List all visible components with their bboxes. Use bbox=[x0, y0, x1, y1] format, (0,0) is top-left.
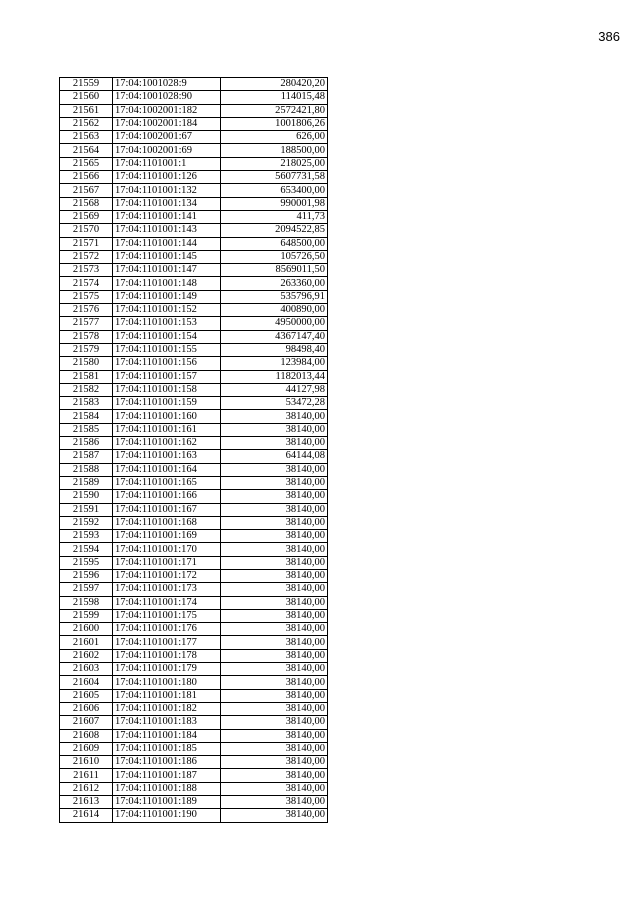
cadastral-number-cell: 17:04:1101001:184 bbox=[113, 729, 221, 742]
cadastral-number-cell: 17:04:1101001:156 bbox=[113, 357, 221, 370]
table-row bbox=[60, 623, 328, 636]
value-cell: 648500,00 bbox=[221, 237, 328, 250]
row-number-cell: 21614 bbox=[60, 809, 113, 822]
cadastral-number-cell: 17:04:1101001:165 bbox=[113, 476, 221, 489]
row-number-cell: 21580 bbox=[60, 357, 113, 370]
cadastral-number-cell: 17:04:1101001:154 bbox=[113, 330, 221, 343]
table-row bbox=[60, 490, 328, 503]
row-number-cell: 21584 bbox=[60, 410, 113, 423]
row-number-cell: 21603 bbox=[60, 663, 113, 676]
table-row bbox=[60, 503, 328, 516]
value-cell: 38140,00 bbox=[221, 649, 328, 662]
row-number-cell: 21585 bbox=[60, 423, 113, 436]
cadastral-number-cell: 17:04:1101001:134 bbox=[113, 197, 221, 210]
cadastral-number-cell: 17:04:1101001:181 bbox=[113, 689, 221, 702]
table-row bbox=[60, 530, 328, 543]
cadastral-number-cell: 17:04:1101001:178 bbox=[113, 649, 221, 662]
table-body bbox=[60, 78, 328, 823]
value-cell: 38140,00 bbox=[221, 769, 328, 782]
row-number-cell: 21582 bbox=[60, 383, 113, 396]
table-row bbox=[60, 330, 328, 343]
table-row bbox=[60, 197, 328, 210]
row-number-cell: 21602 bbox=[60, 649, 113, 662]
row-number-cell: 21590 bbox=[60, 490, 113, 503]
row-number-cell: 21561 bbox=[60, 104, 113, 117]
value-cell: 38140,00 bbox=[221, 569, 328, 582]
value-cell: 188500,00 bbox=[221, 144, 328, 157]
table-row bbox=[60, 769, 328, 782]
value-cell: 38140,00 bbox=[221, 490, 328, 503]
value-cell: 38140,00 bbox=[221, 543, 328, 556]
cadastral-number-cell: 17:04:1101001:132 bbox=[113, 184, 221, 197]
value-cell: 4950000,00 bbox=[221, 317, 328, 330]
cadastral-number-cell: 17:04:1101001:172 bbox=[113, 569, 221, 582]
row-number-cell: 21576 bbox=[60, 304, 113, 317]
row-number-cell: 21581 bbox=[60, 370, 113, 383]
cadastral-number-cell: 17:04:1001028:90 bbox=[113, 91, 221, 104]
cadastral-number-cell: 17:04:1101001:153 bbox=[113, 317, 221, 330]
value-cell: 38140,00 bbox=[221, 423, 328, 436]
row-number-cell: 21565 bbox=[60, 157, 113, 170]
value-cell: 626,00 bbox=[221, 131, 328, 144]
table-row bbox=[60, 716, 328, 729]
cadastral-number-cell: 17:04:1101001:162 bbox=[113, 437, 221, 450]
table-row bbox=[60, 583, 328, 596]
table-row bbox=[60, 237, 328, 250]
table-row bbox=[60, 91, 328, 104]
cadastral-number-cell: 17:04:1002001:184 bbox=[113, 117, 221, 130]
row-number-cell: 21583 bbox=[60, 397, 113, 410]
value-cell: 38140,00 bbox=[221, 556, 328, 569]
cadastral-number-cell: 17:04:1101001:157 bbox=[113, 370, 221, 383]
value-cell: 38140,00 bbox=[221, 463, 328, 476]
value-cell: 114015,48 bbox=[221, 91, 328, 104]
value-cell: 400890,00 bbox=[221, 304, 328, 317]
value-cell: 105726,50 bbox=[221, 250, 328, 263]
table-row bbox=[60, 782, 328, 795]
table-row bbox=[60, 357, 328, 370]
value-cell: 38140,00 bbox=[221, 796, 328, 809]
cadastral-number-cell: 17:04:1101001:175 bbox=[113, 609, 221, 622]
cadastral-number-cell: 17:04:1101001:167 bbox=[113, 503, 221, 516]
cadastral-number-cell: 17:04:1101001:183 bbox=[113, 716, 221, 729]
table-row bbox=[60, 157, 328, 170]
row-number-cell: 21572 bbox=[60, 250, 113, 263]
row-number-cell: 21596 bbox=[60, 569, 113, 582]
table-row bbox=[60, 184, 328, 197]
row-number-cell: 21578 bbox=[60, 330, 113, 343]
value-cell: 53472,28 bbox=[221, 397, 328, 410]
row-number-cell: 21591 bbox=[60, 503, 113, 516]
value-cell: 38140,00 bbox=[221, 530, 328, 543]
value-cell: 38140,00 bbox=[221, 689, 328, 702]
value-cell: 38140,00 bbox=[221, 782, 328, 795]
table-row bbox=[60, 370, 328, 383]
row-number-cell: 21566 bbox=[60, 171, 113, 184]
row-number-cell: 21571 bbox=[60, 237, 113, 250]
table-row bbox=[60, 543, 328, 556]
value-cell: 535796,91 bbox=[221, 290, 328, 303]
page-number: 386 bbox=[598, 29, 620, 44]
value-cell: 38140,00 bbox=[221, 663, 328, 676]
value-cell: 98498,40 bbox=[221, 343, 328, 356]
cadastral-number-cell: 17:04:1002001:69 bbox=[113, 144, 221, 157]
value-cell: 38140,00 bbox=[221, 676, 328, 689]
value-cell: 38140,00 bbox=[221, 636, 328, 649]
table-row bbox=[60, 463, 328, 476]
row-number-cell: 21593 bbox=[60, 530, 113, 543]
row-number-cell: 21606 bbox=[60, 702, 113, 715]
cadastral-number-cell: 17:04:1101001:163 bbox=[113, 450, 221, 463]
value-cell: 263360,00 bbox=[221, 277, 328, 290]
table-row bbox=[60, 702, 328, 715]
table-row bbox=[60, 569, 328, 582]
table-row bbox=[60, 663, 328, 676]
row-number-cell: 21570 bbox=[60, 224, 113, 237]
table-row bbox=[60, 317, 328, 330]
value-cell: 38140,00 bbox=[221, 809, 328, 822]
row-number-cell: 21564 bbox=[60, 144, 113, 157]
cadastral-number-cell: 17:04:1101001:164 bbox=[113, 463, 221, 476]
value-cell: 2572421,80 bbox=[221, 104, 328, 117]
table-row bbox=[60, 383, 328, 396]
value-cell: 38140,00 bbox=[221, 609, 328, 622]
cadastral-number-cell: 17:04:1101001:173 bbox=[113, 583, 221, 596]
table-row bbox=[60, 290, 328, 303]
row-number-cell: 21612 bbox=[60, 782, 113, 795]
table-row bbox=[60, 117, 328, 130]
row-number-cell: 21567 bbox=[60, 184, 113, 197]
cadastral-number-cell: 17:04:1002001:182 bbox=[113, 104, 221, 117]
value-cell: 1001806,26 bbox=[221, 117, 328, 130]
value-cell: 38140,00 bbox=[221, 596, 328, 609]
row-number-cell: 21597 bbox=[60, 583, 113, 596]
row-number-cell: 21605 bbox=[60, 689, 113, 702]
value-cell: 38140,00 bbox=[221, 716, 328, 729]
cadastral-number-cell: 17:04:1101001:185 bbox=[113, 742, 221, 755]
row-number-cell: 21577 bbox=[60, 317, 113, 330]
value-cell: 38140,00 bbox=[221, 437, 328, 450]
cadastral-number-cell: 17:04:1101001:161 bbox=[113, 423, 221, 436]
table-row bbox=[60, 809, 328, 822]
cadastral-number-cell: 17:04:1101001:144 bbox=[113, 237, 221, 250]
row-number-cell: 21600 bbox=[60, 623, 113, 636]
row-number-cell: 21573 bbox=[60, 264, 113, 277]
table-row bbox=[60, 437, 328, 450]
table-row bbox=[60, 277, 328, 290]
value-cell: 38140,00 bbox=[221, 476, 328, 489]
value-cell: 38140,00 bbox=[221, 729, 328, 742]
row-number-cell: 21574 bbox=[60, 277, 113, 290]
table-row bbox=[60, 423, 328, 436]
table-row bbox=[60, 410, 328, 423]
table-row bbox=[60, 78, 328, 91]
table-row bbox=[60, 450, 328, 463]
table-row bbox=[60, 144, 328, 157]
table-row bbox=[60, 636, 328, 649]
cadastral-number-cell: 17:04:1101001:166 bbox=[113, 490, 221, 503]
table-row bbox=[60, 516, 328, 529]
value-cell: 38140,00 bbox=[221, 756, 328, 769]
table-row bbox=[60, 171, 328, 184]
cadastral-number-cell: 17:04:1101001:180 bbox=[113, 676, 221, 689]
row-number-cell: 21589 bbox=[60, 476, 113, 489]
value-cell: 38140,00 bbox=[221, 742, 328, 755]
cadastral-number-cell: 17:04:1101001:189 bbox=[113, 796, 221, 809]
row-number-cell: 21588 bbox=[60, 463, 113, 476]
cadastral-number-cell: 17:04:1101001:187 bbox=[113, 769, 221, 782]
value-cell: 411,73 bbox=[221, 210, 328, 223]
value-cell: 64144,08 bbox=[221, 450, 328, 463]
table-row bbox=[60, 556, 328, 569]
cadastral-number-cell: 17:04:1101001:190 bbox=[113, 809, 221, 822]
table-row bbox=[60, 796, 328, 809]
row-number-cell: 21579 bbox=[60, 343, 113, 356]
cadastral-number-cell: 17:04:1101001:171 bbox=[113, 556, 221, 569]
table-row bbox=[60, 756, 328, 769]
value-cell: 2094522,85 bbox=[221, 224, 328, 237]
value-cell: 5607731,58 bbox=[221, 171, 328, 184]
row-number-cell: 21595 bbox=[60, 556, 113, 569]
row-number-cell: 21599 bbox=[60, 609, 113, 622]
row-number-cell: 21607 bbox=[60, 716, 113, 729]
value-cell: 44127,98 bbox=[221, 383, 328, 396]
row-number-cell: 21562 bbox=[60, 117, 113, 130]
cadastral-number-cell: 17:04:1101001:188 bbox=[113, 782, 221, 795]
row-number-cell: 21598 bbox=[60, 596, 113, 609]
table-row bbox=[60, 649, 328, 662]
cadastral-number-cell: 17:04:1002001:67 bbox=[113, 131, 221, 144]
cadastral-number-cell: 17:04:1101001:152 bbox=[113, 304, 221, 317]
row-number-cell: 21568 bbox=[60, 197, 113, 210]
cadastral-number-cell: 17:04:1101001:168 bbox=[113, 516, 221, 529]
cadastral-number-cell: 17:04:1101001:158 bbox=[113, 383, 221, 396]
value-cell: 38140,00 bbox=[221, 623, 328, 636]
row-number-cell: 21586 bbox=[60, 437, 113, 450]
value-cell: 4367147,40 bbox=[221, 330, 328, 343]
row-number-cell: 21611 bbox=[60, 769, 113, 782]
value-cell: 280420,20 bbox=[221, 78, 328, 91]
value-cell: 1182013,44 bbox=[221, 370, 328, 383]
row-number-cell: 21587 bbox=[60, 450, 113, 463]
table-row bbox=[60, 250, 328, 263]
table-row bbox=[60, 210, 328, 223]
row-number-cell: 21575 bbox=[60, 290, 113, 303]
cadastral-number-cell: 17:04:1101001:179 bbox=[113, 663, 221, 676]
table-row bbox=[60, 676, 328, 689]
row-number-cell: 21563 bbox=[60, 131, 113, 144]
row-number-cell: 21559 bbox=[60, 78, 113, 91]
row-number-cell: 21613 bbox=[60, 796, 113, 809]
cadastral-number-cell: 17:04:1101001:182 bbox=[113, 702, 221, 715]
cadastral-number-cell: 17:04:1101001:177 bbox=[113, 636, 221, 649]
cadastral-number-cell: 17:04:1101001:169 bbox=[113, 530, 221, 543]
cadastral-number-cell: 17:04:1101001:143 bbox=[113, 224, 221, 237]
cadastral-number-cell: 17:04:1101001:160 bbox=[113, 410, 221, 423]
row-number-cell: 21569 bbox=[60, 210, 113, 223]
cadastral-number-cell: 17:04:1101001:186 bbox=[113, 756, 221, 769]
value-cell: 218025,00 bbox=[221, 157, 328, 170]
value-cell: 38140,00 bbox=[221, 410, 328, 423]
table-row bbox=[60, 264, 328, 277]
cadastral-number-cell: 17:04:1101001:147 bbox=[113, 264, 221, 277]
cadastral-number-cell: 17:04:1001028:9 bbox=[113, 78, 221, 91]
row-number-cell: 21610 bbox=[60, 756, 113, 769]
table-row bbox=[60, 224, 328, 237]
cadastral-number-cell: 17:04:1101001:1 bbox=[113, 157, 221, 170]
table-row bbox=[60, 742, 328, 755]
row-number-cell: 21609 bbox=[60, 742, 113, 755]
cadastral-number-cell: 17:04:1101001:145 bbox=[113, 250, 221, 263]
value-cell: 38140,00 bbox=[221, 516, 328, 529]
row-number-cell: 21604 bbox=[60, 676, 113, 689]
table-row bbox=[60, 343, 328, 356]
row-number-cell: 21608 bbox=[60, 729, 113, 742]
table-row bbox=[60, 476, 328, 489]
value-cell: 8569011,50 bbox=[221, 264, 328, 277]
value-cell: 990001,98 bbox=[221, 197, 328, 210]
value-cell: 38140,00 bbox=[221, 583, 328, 596]
row-number-cell: 21601 bbox=[60, 636, 113, 649]
row-number-cell: 21592 bbox=[60, 516, 113, 529]
value-cell: 123984,00 bbox=[221, 357, 328, 370]
cadastral-number-cell: 17:04:1101001:148 bbox=[113, 277, 221, 290]
table-row bbox=[60, 609, 328, 622]
cadastral-number-cell: 17:04:1101001:126 bbox=[113, 171, 221, 184]
row-number-cell: 21594 bbox=[60, 543, 113, 556]
cadastral-number-cell: 17:04:1101001:141 bbox=[113, 210, 221, 223]
cadastral-value-table bbox=[59, 77, 328, 823]
value-cell: 38140,00 bbox=[221, 503, 328, 516]
value-cell: 38140,00 bbox=[221, 702, 328, 715]
cadastral-number-cell: 17:04:1101001:149 bbox=[113, 290, 221, 303]
cadastral-number-cell: 17:04:1101001:155 bbox=[113, 343, 221, 356]
table-row bbox=[60, 596, 328, 609]
cadastral-number-cell: 17:04:1101001:170 bbox=[113, 543, 221, 556]
table-row bbox=[60, 729, 328, 742]
table-row bbox=[60, 397, 328, 410]
cadastral-number-cell: 17:04:1101001:174 bbox=[113, 596, 221, 609]
table-row bbox=[60, 131, 328, 144]
table-row bbox=[60, 689, 328, 702]
value-cell: 653400,00 bbox=[221, 184, 328, 197]
cadastral-number-cell: 17:04:1101001:159 bbox=[113, 397, 221, 410]
row-number-cell: 21560 bbox=[60, 91, 113, 104]
table-row bbox=[60, 104, 328, 117]
table-row bbox=[60, 304, 328, 317]
cadastral-number-cell: 17:04:1101001:176 bbox=[113, 623, 221, 636]
